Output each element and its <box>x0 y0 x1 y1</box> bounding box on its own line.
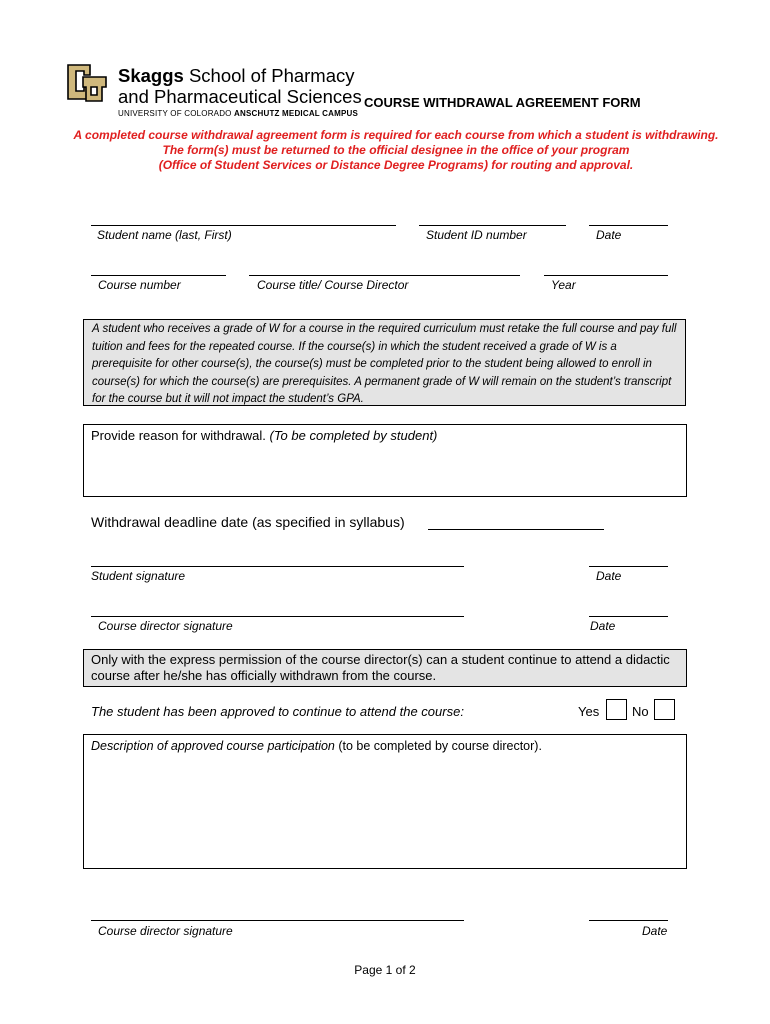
course-number-line[interactable] <box>91 275 226 276</box>
student-id-line[interactable] <box>419 225 566 226</box>
yes-checkbox[interactable] <box>606 699 627 720</box>
notice-line-2: The form(s) must be returned to the official designee in the office of your program <box>162 143 630 157</box>
express-permission-notice: Only with the express permission of the course director(s) can a student continue to attend a didactic course after he/she has officially withdrawn from the course. <box>83 649 687 687</box>
school-name-line2: and Pharmaceutical Sciences <box>118 86 362 107</box>
student-signature-line[interactable] <box>91 566 464 567</box>
form-title: COURSE WITHDRAWAL AGREEMENT FORM <box>364 95 641 110</box>
notice-line-3: (Office of Student Services or Distance Degree Programs) for routing and approval. <box>158 158 634 172</box>
description-label: Description of approved course participation <box>91 739 335 753</box>
deadline-line[interactable] <box>428 529 604 530</box>
director-signature-date-line[interactable] <box>589 616 668 617</box>
student-signature-label: Student signature <box>91 569 186 583</box>
approval-question: The student has been approved to continue to attend the course: <box>91 704 464 719</box>
notice-line-1: A completed course withdrawal agreement form is required for each course from which a student is withdrawing. <box>73 128 719 142</box>
deadline-label: Withdrawal deadline date (as specified in syllabus) <box>91 514 405 530</box>
final-signature-date-label: Date <box>642 924 668 938</box>
student-name-label: Student name (last, First) <box>97 228 232 242</box>
final-signature-line[interactable] <box>91 920 464 921</box>
director-signature-label: Course director signature <box>98 619 233 633</box>
no-label: No <box>632 704 649 719</box>
campus-name: UNIVERSITY OF COLORADO ANSCHUTZ MEDICAL CAMPUS <box>118 109 359 118</box>
description-field[interactable] <box>83 734 687 869</box>
reason-hint: (To be completed by student) <box>269 428 438 443</box>
date-line[interactable] <box>589 225 668 226</box>
final-signature-date-line[interactable] <box>589 920 668 921</box>
reason-label: Provide reason for withdrawal. <box>91 428 266 443</box>
student-signature-date-label: Date <box>596 569 622 583</box>
no-checkbox[interactable] <box>654 699 675 720</box>
final-signature-label: Course director signature <box>98 924 233 938</box>
director-signature-line[interactable] <box>91 616 464 617</box>
director-signature-date-label: Date <box>590 619 616 633</box>
student-name-line[interactable] <box>91 225 396 226</box>
student-id-label: Student ID number <box>426 228 527 242</box>
course-title-line[interactable] <box>249 275 520 276</box>
course-number-label: Course number <box>98 278 181 292</box>
course-title-label: Course title/ Course Director <box>257 278 409 292</box>
cu-logo-icon <box>66 62 108 104</box>
yes-label: Yes <box>578 704 600 719</box>
date-label: Date <box>596 228 622 242</box>
school-name-line1: Skaggs School of Pharmacy <box>118 65 355 86</box>
description-hint: (to be completed by course director). <box>334 739 542 753</box>
reason-field[interactable] <box>83 424 687 497</box>
student-signature-date-line[interactable] <box>589 566 668 567</box>
year-label: Year <box>551 278 576 292</box>
policy-notice: A student who receives a grade of W for a course in the required curriculum must retake the full course and pay full tuition and fees for the repeated course. If the course(s) in which the student received a grade of W is a prerequisite for other course(s), the course(s) must be completed prior to the student being allowed to enroll in course(s) for which the course(s) are prerequisites. A permanent grade of W will remain on the student’s transcript for the course but it will not impact the student’s GPA. <box>83 319 686 406</box>
year-line[interactable] <box>544 275 668 276</box>
page-number: Page 1 of 2 <box>354 963 416 977</box>
